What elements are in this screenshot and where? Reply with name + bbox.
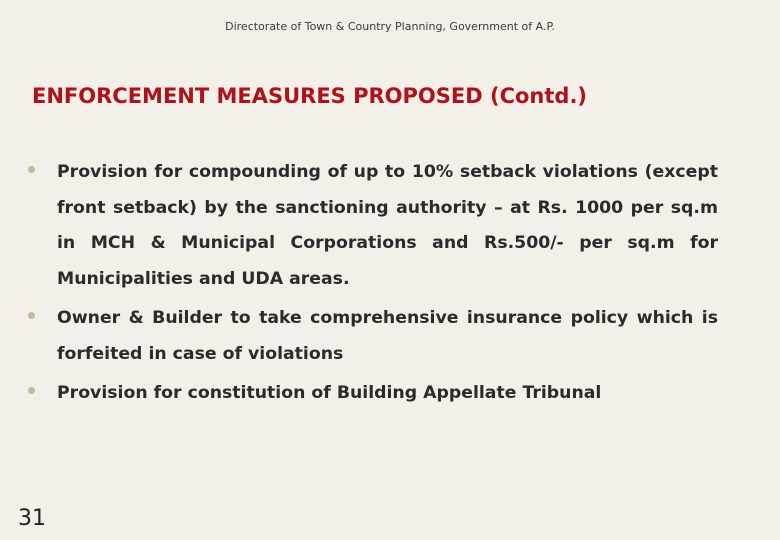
slide-header: Directorate of Town & Country Planning, Government of A.P. (225, 20, 555, 33)
bullet-text: Provision for constitution of Building Appellate Tribunal (57, 383, 602, 403)
bullet-text: Owner & Builder to take comprehensive insurance policy which is forfeited in case of violations (57, 308, 718, 364)
list-item (28, 301, 718, 372)
bullet-list (28, 155, 718, 416)
bullet-dot-icon (28, 166, 35, 173)
bullet-text: Provision for compounding of up to 10% setback violations (except front setback) by the sanctioning authority – at Rs. 1000 per sq.m in MCH & Municipal Corporations and Rs.500/- per sq.m for Municipalities and UDA areas. (57, 162, 718, 289)
bullet-dot-icon (28, 312, 35, 319)
slide-title: ENFORCEMENT MEASURES PROPOSED (Contd.) (32, 84, 588, 108)
list-item (28, 155, 718, 297)
page-number: 31 (18, 506, 46, 531)
list-item (28, 376, 718, 412)
bullet-dot-icon (28, 387, 35, 394)
